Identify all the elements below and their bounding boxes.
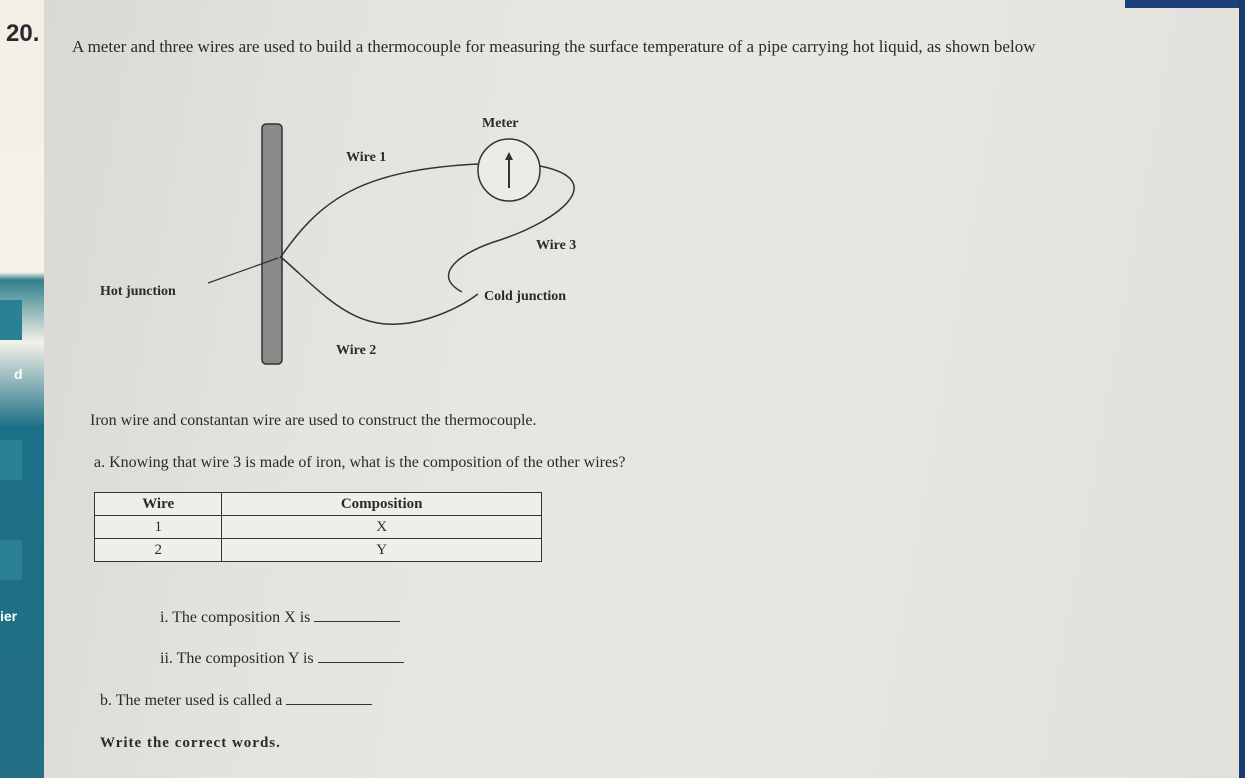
part-b-text: b. The meter used is called a [100, 692, 283, 709]
table-row [95, 539, 542, 562]
part-b-question [100, 692, 372, 710]
meter-label: Meter [482, 116, 519, 131]
table-cell: X [222, 516, 542, 539]
sub-question-ii [160, 650, 404, 668]
sub-question-i-text: i. The composition X is [160, 609, 311, 626]
sidebar-text: d [14, 366, 23, 382]
answer-blank-x[interactable] [314, 620, 400, 622]
wire-3-label: Wire 3 [536, 238, 577, 253]
wire-2-label: Wire 2 [336, 343, 377, 358]
wire-1 [280, 164, 478, 258]
wire-1-label: Wire 1 [346, 150, 387, 165]
hot-junction-label: Hot junction [100, 284, 176, 299]
question-stem: A meter and three wires are used to build a thermocouple for measuring the surface temperature of a pipe carrying hot liquid, as shown below [72, 37, 1036, 56]
sub-question-i [160, 609, 400, 627]
answer-blank-meter[interactable] [286, 703, 372, 705]
wire-2 [282, 258, 478, 324]
part-a-question: a. Knowing that wire 3 is made of iron, what is the composition of the other wires? [94, 454, 626, 471]
table-header-wire: Wire [95, 493, 222, 516]
instruction-text: Write the correct words. [100, 735, 281, 751]
pipe [262, 124, 282, 364]
table-row [95, 516, 542, 539]
table-cell: 1 [95, 516, 222, 539]
table-cell: Y [222, 539, 542, 562]
intro-text: Iron wire and constantan wire are used to construct the thermocouple. [90, 412, 537, 429]
cold-junction-label: Cold junction [484, 289, 567, 304]
table-cell: 2 [95, 539, 222, 562]
sidebar-text: ier [0, 608, 18, 624]
table-header-composition: Composition [222, 493, 542, 516]
question-number: 20. [6, 20, 40, 47]
sub-question-ii-text: ii. The composition Y is [160, 650, 314, 667]
answer-blank-y[interactable] [318, 661, 404, 663]
composition-table [94, 492, 542, 562]
